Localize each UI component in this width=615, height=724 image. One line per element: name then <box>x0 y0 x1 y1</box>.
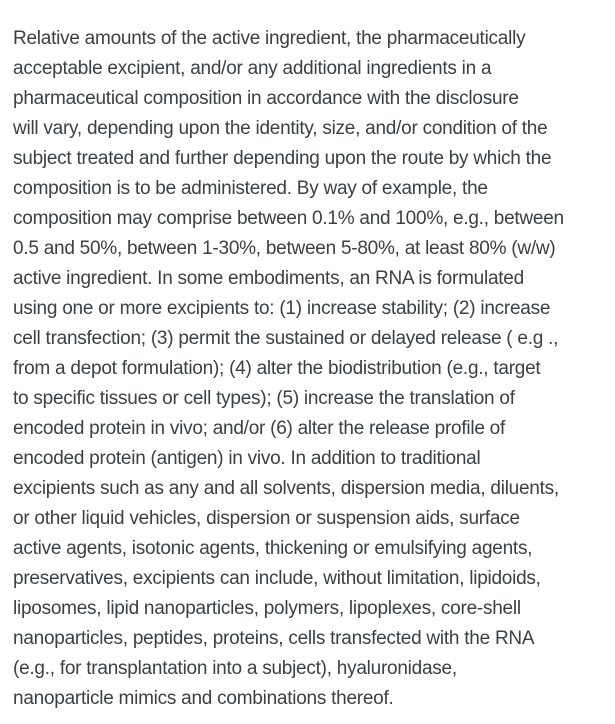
text-line: acceptable excipient, and/or any additional ingredients in a <box>13 58 492 79</box>
text-line: cell transfection; (3) permit the sustained or delayed release ( e.g ., <box>13 328 559 349</box>
text-line: from a depot formulation); (4) alter the biodistribution (e.g., target <box>13 358 541 379</box>
text-line: composition is to be administered. By way of example, the <box>13 178 488 199</box>
text-line: active ingredient. In some embodiments, an RNA is formulated <box>13 268 524 289</box>
text-line: Relative amounts of the active ingredient, the pharmaceutically <box>13 28 526 49</box>
text-line: using one or more excipients to: (1) increase stability; (2) increase <box>13 298 551 319</box>
text-line: nanoparticle mimics and combinations thereof. <box>13 688 394 709</box>
text-line: (e.g., for transplantation into a subject), hyaluronidase, <box>13 658 457 679</box>
text-line: 0.5 and 50%, between 1-30%, between 5-80%, at least 80% (w/w) <box>13 238 556 259</box>
text-line: composition may comprise between 0.1% and 100%, e.g., between <box>13 208 564 229</box>
text-line: liposomes, lipid nanoparticles, polymers, lipoplexes, core-shell <box>13 598 521 619</box>
text-line: subject treated and further depending upon the route by which the <box>13 148 552 169</box>
text-line: pharmaceutical composition in accordance with the disclosure <box>13 88 519 109</box>
text-line: nanoparticles, peptides, proteins, cells transfected with the RNA <box>13 628 535 649</box>
text-line: encoded protein in vivo; and/or (6) alter the release profile of <box>13 418 506 439</box>
text-line: excipients such as any and all solvents, dispersion media, diluents, <box>13 478 559 499</box>
paragraph-text <box>13 24 609 714</box>
text-line: to specific tissues or cell types); (5) increase the translation of <box>13 388 515 409</box>
text-line: or other liquid vehicles, dispersion or suspension aids, surface <box>13 508 520 529</box>
text-line: encoded protein (antigen) in vivo. In addition to traditional <box>13 448 481 469</box>
text-line: will vary, depending upon the identity, size, and/or condition of the <box>13 118 548 139</box>
text-line: preservatives, excipients can include, without limitation, lipidoids, <box>13 568 541 589</box>
text-line: active agents, isotonic agents, thickening or emulsifying agents, <box>13 538 533 559</box>
